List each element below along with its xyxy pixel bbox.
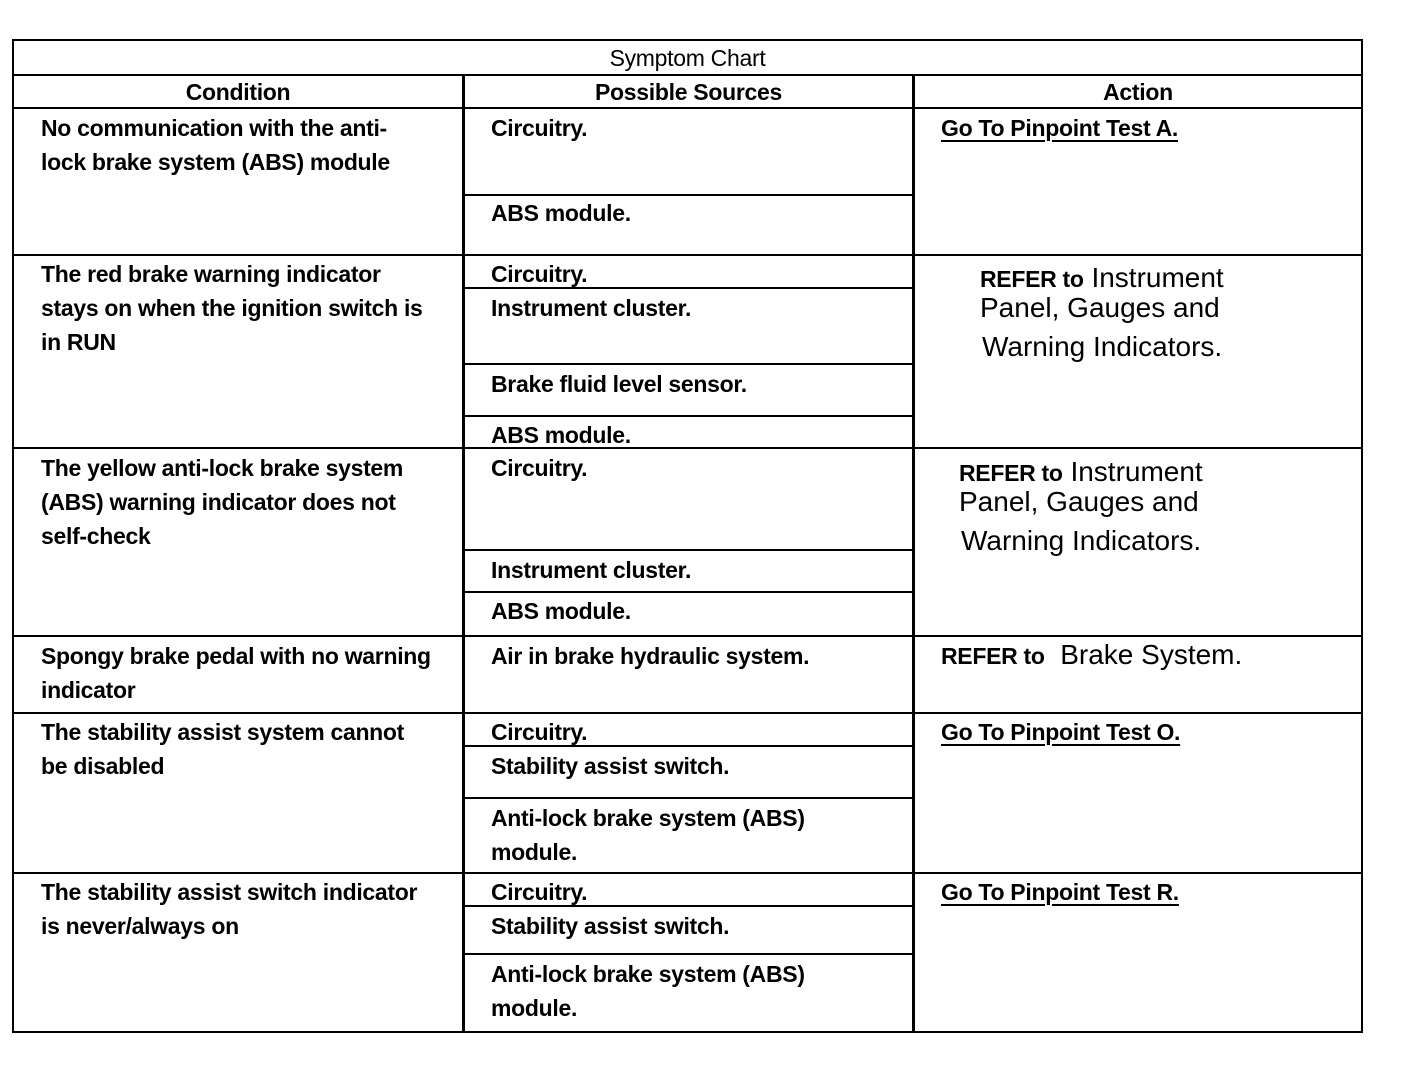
pinpoint-test-a-link[interactable]: Go To Pinpoint Test A. bbox=[941, 115, 1179, 141]
column-divider bbox=[462, 74, 465, 1033]
condition-line: (ABS) warning indicator does not bbox=[41, 489, 396, 515]
source-item: ABS module. bbox=[491, 598, 631, 624]
refer-to-label: REFER to bbox=[959, 460, 1063, 486]
source-item: ABS module. bbox=[491, 200, 631, 226]
action-cell bbox=[941, 875, 1179, 909]
source-item: Circuitry. bbox=[491, 115, 588, 141]
refer-target-line: Instrument bbox=[1091, 262, 1224, 293]
condition-line: in RUN bbox=[41, 329, 116, 355]
header-action: Action bbox=[1103, 79, 1173, 105]
refer-target-line: Panel, Gauges and bbox=[980, 292, 1220, 323]
refer-target-line: Warning Indicators. bbox=[961, 525, 1202, 556]
action-cell bbox=[941, 635, 1242, 676]
refer-to-label: REFER to bbox=[941, 643, 1045, 669]
refer-target-line: Warning Indicators. bbox=[982, 331, 1223, 362]
source-divider bbox=[464, 953, 913, 955]
header-possible-sources: Possible Sources bbox=[595, 79, 782, 105]
condition-line: be disabled bbox=[41, 753, 165, 779]
condition-line: self-check bbox=[41, 523, 151, 549]
source-divider bbox=[464, 415, 913, 417]
condition-line: indicator bbox=[41, 677, 136, 703]
source-item: Circuitry. bbox=[491, 455, 588, 481]
source-divider bbox=[464, 591, 913, 593]
source-divider bbox=[464, 549, 913, 551]
source-item: Instrument cluster. bbox=[491, 557, 692, 583]
header-condition: Condition bbox=[185, 79, 291, 105]
condition-line: The stability assist switch indicator bbox=[41, 879, 418, 905]
source-item: module. bbox=[491, 839, 578, 865]
row-divider bbox=[14, 254, 1361, 256]
source-item: Brake fluid level sensor. bbox=[491, 371, 747, 397]
refer-target-line: Brake System. bbox=[1060, 639, 1243, 670]
source-item: module. bbox=[491, 995, 578, 1021]
source-item: Anti-lock brake system (ABS) bbox=[491, 961, 805, 987]
source-item: Stability assist switch. bbox=[491, 753, 730, 779]
refer-to-label: REFER to bbox=[980, 266, 1084, 292]
source-item: Stability assist switch. bbox=[491, 913, 730, 939]
source-divider bbox=[464, 363, 913, 365]
source-item: Circuitry. bbox=[491, 879, 588, 905]
pinpoint-test-o-link[interactable]: Go To Pinpoint Test O. bbox=[941, 719, 1181, 745]
condition-line: lock brake system (ABS) module bbox=[41, 149, 390, 175]
refer-target-line: Panel, Gauges and bbox=[959, 486, 1199, 517]
column-divider bbox=[912, 74, 915, 1033]
action-cell bbox=[941, 111, 1178, 145]
source-item: ABS module. bbox=[491, 422, 631, 448]
source-divider bbox=[464, 797, 913, 799]
source-item: Air in brake hydraulic system. bbox=[491, 643, 810, 669]
symptom-chart-table bbox=[12, 39, 1363, 1033]
action-cell bbox=[941, 715, 1180, 749]
source-item: Anti-lock brake system (ABS) bbox=[491, 805, 805, 831]
condition-line: is never/always on bbox=[41, 913, 239, 939]
row-divider bbox=[14, 447, 1361, 449]
condition-line: No communication with the anti- bbox=[41, 115, 387, 141]
condition-line: The red brake warning indicator bbox=[41, 261, 381, 287]
source-item: Instrument cluster. bbox=[491, 295, 692, 321]
row-divider bbox=[14, 712, 1361, 714]
refer-target-line: Instrument bbox=[1070, 456, 1203, 487]
condition-line: Spongy brake pedal with no warning bbox=[41, 643, 431, 669]
source-item: Circuitry. bbox=[491, 261, 588, 287]
chart-title: Symptom Chart bbox=[609, 45, 766, 71]
row-divider bbox=[14, 872, 1361, 874]
condition-line: The stability assist system cannot bbox=[41, 719, 405, 745]
condition-line: The yellow anti-lock brake system bbox=[41, 455, 404, 481]
pinpoint-test-r-link[interactable]: Go To Pinpoint Test R. bbox=[941, 879, 1179, 905]
condition-line: stays on when the ignition switch is bbox=[41, 295, 423, 321]
source-item: Circuitry. bbox=[491, 719, 588, 745]
